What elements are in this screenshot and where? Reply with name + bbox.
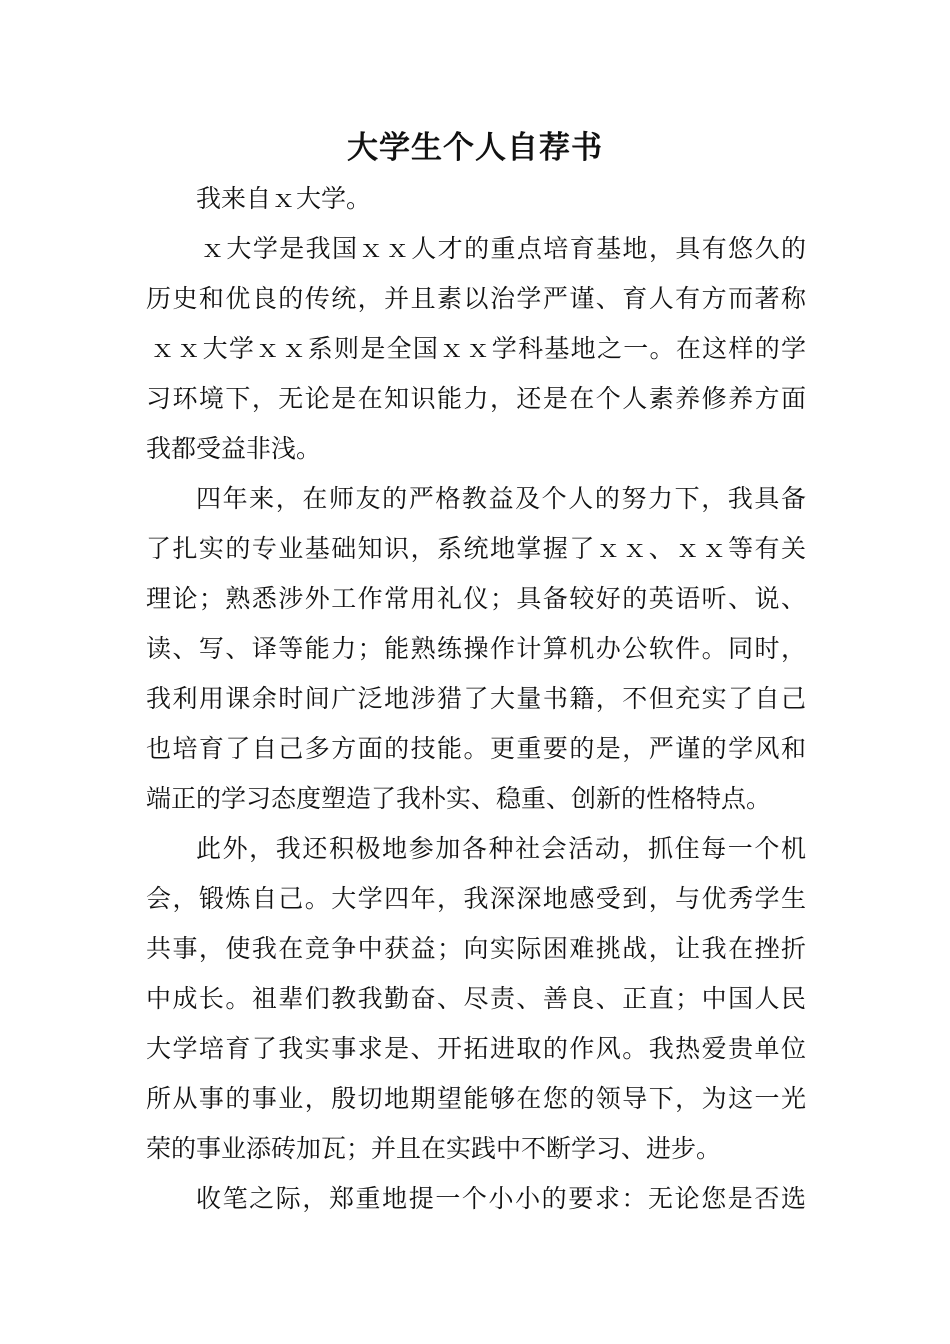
text-line: 端正的学习态度塑造了我朴实、稳重、创新的性格特点。 [146,784,772,813]
text-line: 荣的事业添砖加瓦；并且在实践中不断学习、进步。 [146,1134,722,1163]
text-line: 我来自ｘ大学。 [196,184,372,213]
text-line: 读、写、译等能力；能熟练操作计算机办公软件。同时， [146,634,806,663]
text-line: 了扎实的专业基础知识，系统地掌握了ｘｘ、ｘｘ等有关 [146,534,806,563]
text-line: 理论；熟悉涉外工作常用礼仪；具备较好的英语听、说、 [146,584,806,613]
text-line: 收笔之际，郑重地提一个小小的要求：无论您是否选 [196,1184,806,1213]
text-line: 所从事的事业，殷切地期望能够在您的领导下，为这一光 [146,1084,806,1113]
text-line: 共事，使我在竞争中获益；向实际困难挑战，让我在挫折 [146,934,806,963]
text-line: 也培育了自己多方面的技能。更重要的是，严谨的学风和 [146,734,806,763]
document-title: 大学生个人自荐书 [347,130,603,166]
text-line: 历史和优良的传统，并且素以治学严谨、育人有方而著称 [146,284,806,313]
text-line: ｘｘ大学ｘｘ系则是全国ｘｘ学科基地之一。在这样的学 [150,334,806,363]
text-line: 我利用课余时间广泛地涉猎了大量书籍，不但充实了自己 [146,684,806,713]
text-line: 此外，我还积极地参加各种社会活动，抓住每一个机 [196,834,806,863]
text-line: 习环境下，无论是在知识能力，还是在个人素养修养方面 [146,384,806,413]
text-line: ｘ大学是我国ｘｘ人才的重点培育基地，具有悠久的 [200,234,806,263]
text-line: 四年来，在师友的严格教益及个人的努力下，我具备 [196,484,806,513]
text-line: 我都受益非浅。 [146,434,322,463]
text-line: 中成长。祖辈们教我勤奋、尽责、善良、正直；中国人民 [146,984,806,1013]
text-line: 会，锻炼自己。大学四年，我深深地感受到，与优秀学生 [146,884,806,913]
text-line: 大学培育了我实事求是、开拓进取的作风。我热爱贵单位 [146,1034,806,1063]
